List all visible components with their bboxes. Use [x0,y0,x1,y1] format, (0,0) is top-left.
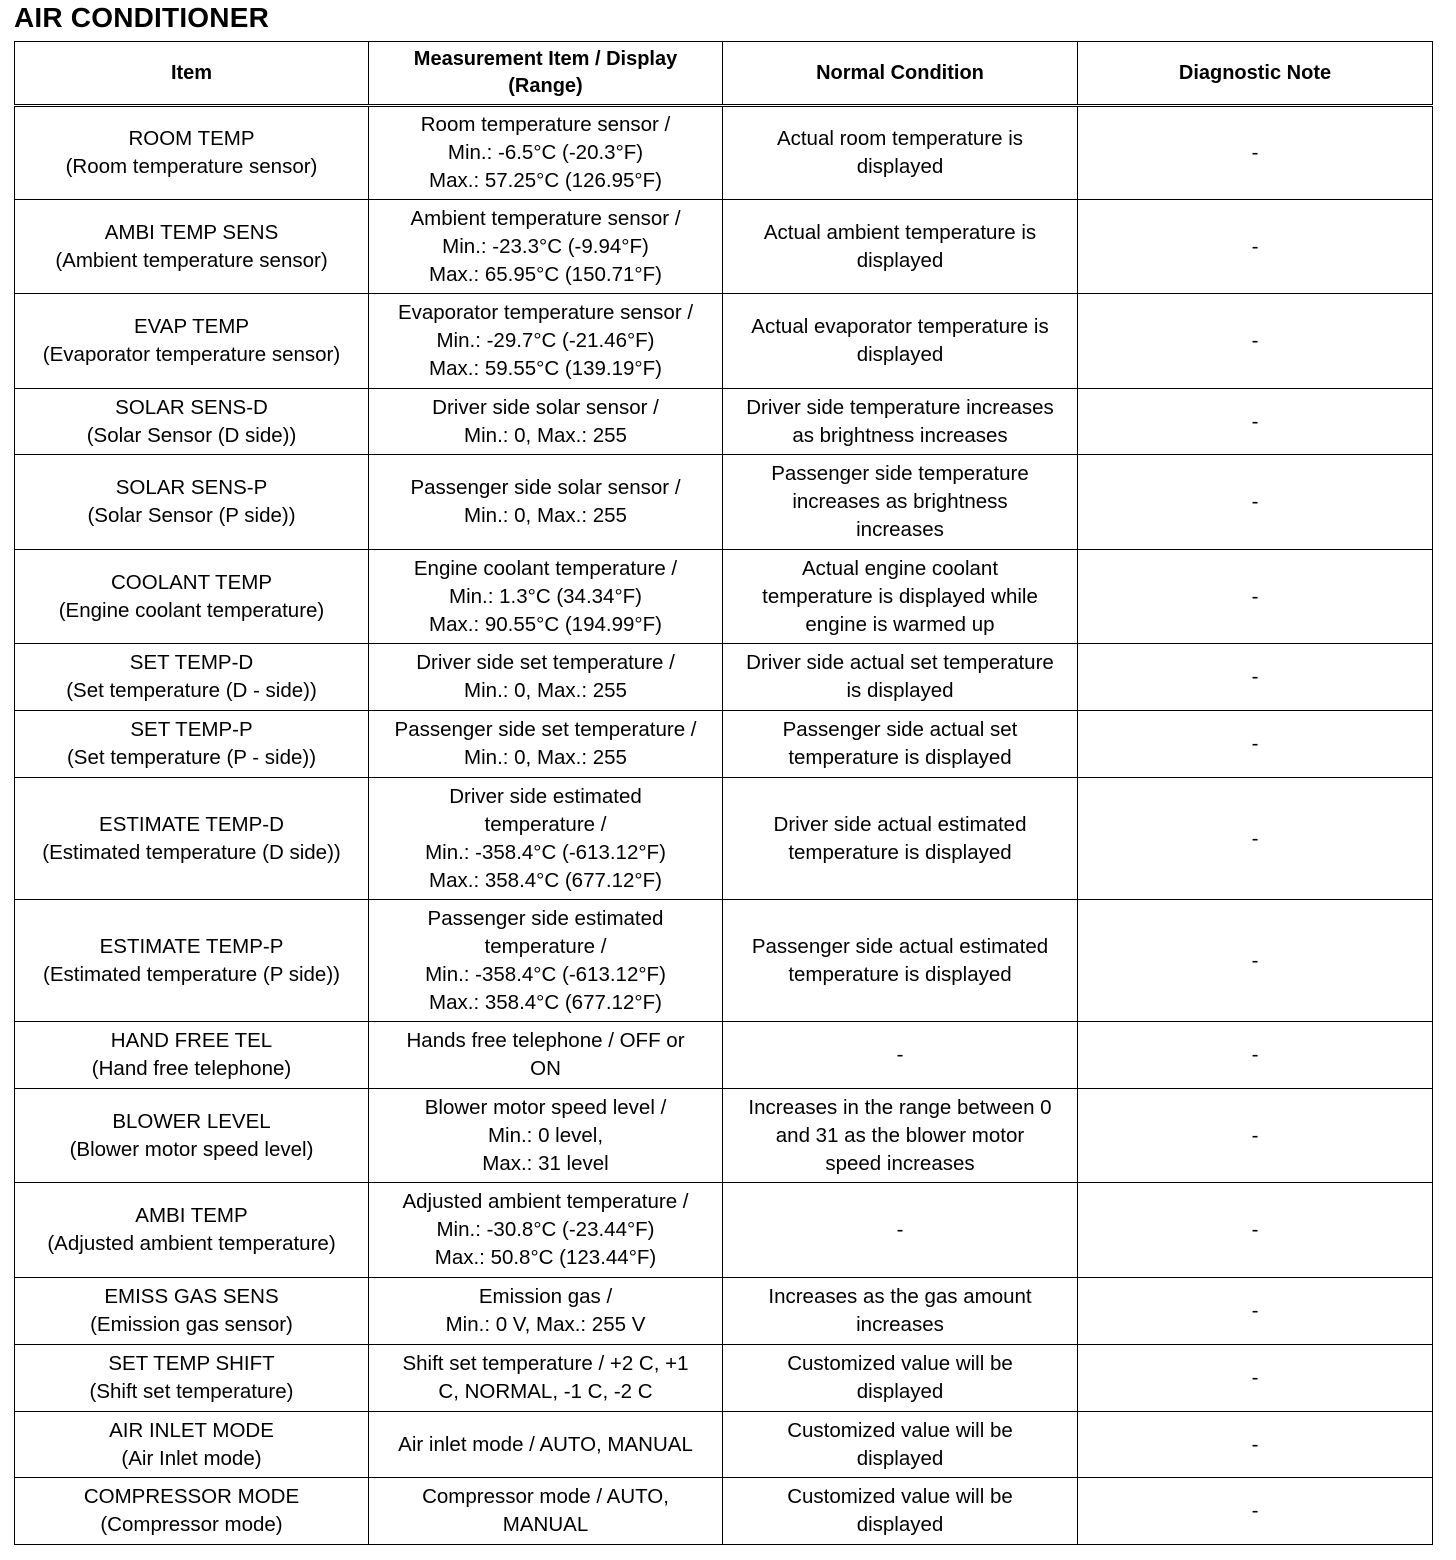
cell-line: Driver side solar sensor / [432,395,659,419]
cell-text: - [1251,1499,1259,1522]
cell-text: - [1251,409,1259,433]
cell-line: MANUAL [502,1513,589,1536]
cell-diagnostic-note [1078,294,1433,389]
cell-normal-condition [723,294,1078,389]
cell-measurement [369,711,723,778]
cell-line: Min.: -6.5°C (-20.3°F) [447,141,644,164]
cell-line: is displayed [846,679,954,702]
cell-diagnostic-note [1078,550,1433,644]
cell-normal-condition [723,1478,1078,1545]
cell-line: Air inlet mode / AUTO, MANUAL [398,1432,693,1456]
cell-measurement [369,900,723,1022]
cell-line: Passenger side temperature [771,462,1029,485]
cell-measurement [369,1412,723,1478]
table-row [15,294,1433,389]
cell-line: (Room temperature sensor) [65,155,318,178]
cell-measurement [369,1022,723,1089]
cell-line: Customized value will be [787,1485,1013,1508]
cell-item [15,389,369,455]
cell-line: temperature is displayed [788,962,1012,986]
cell-item [15,550,369,644]
cell-diagnostic-note [1078,1278,1433,1345]
cell-item [15,106,369,200]
cell-line: - [896,1043,904,1066]
cell-line: Driver side temperature increases [746,395,1054,419]
cell-text: - [1251,826,1259,850]
table-row [15,550,1433,644]
cell-line: Driver side actual set temperature [746,651,1054,674]
cell-diagnostic-note [1078,778,1433,900]
cell-line: (Compressor mode) [100,1513,283,1536]
cell-line: Passenger side actual estimated [751,934,1049,958]
cell-line: BLOWER LEVEL [112,1109,271,1133]
table-row [15,644,1433,711]
header-normal-condition: Normal Condition [723,42,1078,106]
cell-diagnostic-note [1078,1183,1433,1278]
cell-line: (Set temperature (D - side)) [66,679,317,702]
table-row [15,200,1433,294]
cell-item [15,294,369,389]
cell-line: displayed [856,1513,944,1536]
cell-line: Min.: 0, Max.: 255 [464,423,627,447]
cell-line: ON [530,1057,561,1080]
cell-normal-condition [723,711,1078,778]
cell-normal-condition [723,1412,1078,1478]
cell-line: temperature is displayed [788,840,1012,864]
cell-item [15,1412,369,1478]
table-row [15,455,1433,550]
cell-measurement [369,389,723,455]
cell-line: temperature is displayed [788,746,1012,769]
cell-line: Max.: 57.25°C (126.95°F) [429,169,662,192]
cell-diagnostic-note [1078,644,1433,711]
table-body [15,106,1433,1545]
page-title: AIR CONDITIONER [14,2,269,33]
cell-line: COOLANT TEMP [111,570,272,594]
cell-line: Min.: 0 V, Max.: 255 V [445,1313,646,1336]
cell-text: - [1251,234,1259,258]
cell-line: Min.: -358.4°C (-613.12°F) [425,840,666,864]
cell-item [15,1278,369,1345]
cell-line: (Ambient temperature sensor) [55,248,328,272]
cell-line: Passenger side estimated [427,906,664,930]
table-row [15,1478,1433,1545]
header-diagnostic-note: Diagnostic Note [1078,42,1433,106]
cell-line: Actual evaporator temperature is [751,315,1049,338]
cell-line: speed increases [825,1151,975,1175]
cell-normal-condition [723,1022,1078,1089]
table-row [15,1412,1433,1478]
cell-line: (Solar Sensor (P side)) [87,504,296,527]
cell-line: Driver side estimated [449,784,642,808]
cell-line: Increases in the range between 0 [748,1095,1052,1119]
cell-line: Adjusted ambient temperature / [402,1190,689,1213]
table-row [15,778,1433,900]
cell-line: Max.: 50.8°C (123.44°F) [434,1246,657,1269]
cell-measurement [369,200,723,294]
table-row [15,1022,1433,1089]
cell-line: Max.: 90.55°C (194.99°F) [429,612,662,636]
cell-measurement [369,1345,723,1412]
cell-normal-condition [723,1345,1078,1412]
cell-line: (Air Inlet mode) [121,1446,262,1470]
cell-text: - [1251,1432,1259,1456]
cell-line: Max.: 358.4°C (677.12°F) [429,990,662,1014]
cell-line: Min.: -23.3°C (-9.94°F) [442,234,649,258]
cell-item [15,711,369,778]
table-row [15,1278,1433,1345]
cell-measurement [369,1478,723,1545]
cell-line: temperature / [484,934,607,958]
cell-line: Room temperature sensor / [420,113,671,136]
cell-text: - [1251,1366,1259,1389]
air-conditioner-table [14,41,1433,1545]
cell-line: Emission gas / [478,1285,613,1308]
cell-line: Customized value will be [787,1352,1013,1375]
cell-line: Evaporator temperature sensor / [397,301,694,324]
cell-item [15,1022,369,1089]
cell-line: Ambient temperature sensor / [410,206,681,230]
cell-line: (Adjusted ambient temperature) [47,1232,336,1255]
cell-line: displayed [856,343,944,366]
cell-line: (Blower motor speed level) [69,1137,314,1161]
cell-line: increases [856,1313,944,1336]
cell-line: (Estimated temperature (D side)) [42,840,341,864]
cell-item [15,778,369,900]
cell-line: temperature is displayed while [762,584,1038,608]
cell-line: (Estimated temperature (P side)) [43,962,340,986]
cell-measurement [369,455,723,550]
cell-text: - [1251,665,1259,688]
cell-diagnostic-note [1078,200,1433,294]
cell-normal-condition [723,455,1078,550]
cell-normal-condition [723,900,1078,1022]
cell-measurement [369,1278,723,1345]
cell-line: - [896,1218,904,1241]
cell-line: Blower motor speed level / [424,1095,667,1119]
table-row [15,1183,1433,1278]
cell-text: - [1251,1299,1259,1322]
cell-line: HAND FREE TEL [110,1029,273,1052]
cell-diagnostic-note [1078,1345,1433,1412]
cell-line: EVAP TEMP [133,315,250,338]
cell-line: (Solar Sensor (D side)) [86,423,297,447]
cell-normal-condition [723,644,1078,711]
header-measurement-line: Measurement Item / Display [413,48,678,70]
cell-text: - [1251,1218,1259,1241]
cell-normal-condition [723,106,1078,200]
cell-line: displayed [856,155,944,178]
table-row [15,1345,1433,1412]
cell-item [15,900,369,1022]
cell-line: Driver side actual estimated [773,812,1027,836]
cell-measurement [369,778,723,900]
cell-line: displayed [856,1380,944,1403]
cell-line: displayed [856,1446,944,1470]
cell-normal-condition [723,200,1078,294]
table-row [15,900,1433,1022]
cell-text: - [1251,141,1259,164]
cell-diagnostic-note [1078,711,1433,778]
cell-line: (Evaporator temperature sensor) [42,343,341,366]
cell-line: (Engine coolant temperature) [58,598,325,622]
cell-diagnostic-note [1078,900,1433,1022]
cell-line: Max.: 31 level [482,1151,609,1175]
cell-line: SOLAR SENS-D [115,395,268,419]
cell-line: EMISS GAS SENS [104,1285,279,1308]
cell-text: - [1251,1043,1259,1066]
cell-normal-condition [723,778,1078,900]
cell-line: AMBI TEMP [135,1204,248,1227]
cell-line: SOLAR SENS-P [115,476,268,499]
cell-line: Min.: -29.7°C (-21.46°F) [436,329,655,352]
cell-line: C, NORMAL, -1 C, -2 C [438,1380,653,1403]
cell-diagnostic-note [1078,1412,1433,1478]
cell-line: Min.: -30.8°C (-23.44°F) [436,1218,655,1241]
cell-diagnostic-note [1078,389,1433,455]
cell-diagnostic-note [1078,455,1433,550]
cell-text: - [1251,948,1259,972]
cell-line: Actual engine coolant [801,556,999,580]
table-row [15,1089,1433,1183]
cell-line: SET TEMP-D [129,651,254,674]
table-row [15,106,1433,200]
cell-diagnostic-note [1078,106,1433,200]
table-row [15,389,1433,455]
cell-normal-condition [723,1183,1078,1278]
cell-line: SET TEMP-P [130,718,253,741]
table-row [15,711,1433,778]
cell-line: temperature / [484,812,607,836]
cell-line: Passenger side set temperature / [394,718,697,741]
cell-line: Min.: 0, Max.: 255 [464,679,627,702]
header-item: Item [15,42,369,106]
cell-diagnostic-note [1078,1089,1433,1183]
cell-line: (Shift set temperature) [89,1380,294,1403]
cell-line: (Hand free telephone) [91,1057,292,1080]
cell-line: engine is warmed up [805,612,995,636]
cell-line: Max.: 59.55°C (139.19°F) [429,357,662,380]
cell-line: increases as brightness [792,490,1008,513]
header-measurement-line: (Range) [508,75,583,97]
cell-measurement [369,550,723,644]
header-measurement [369,42,723,106]
cell-line: AIR INLET MODE [109,1418,274,1442]
cell-line: Actual ambient temperature is [763,220,1037,244]
cell-line: Min.: 1.3°C (34.34°F) [449,584,642,608]
cell-line: Min.: 0, Max.: 255 [464,504,627,527]
cell-line: Passenger side solar sensor / [410,476,681,499]
cell-line: AMBI TEMP SENS [104,220,279,244]
header-row [15,42,1433,106]
cell-text: - [1251,490,1259,513]
cell-line: Driver side set temperature / [416,651,675,674]
cell-line: Compressor mode / AUTO, [422,1485,669,1508]
cell-line: Engine coolant temperature / [413,556,678,580]
cell-diagnostic-note [1078,1478,1433,1545]
cell-line: Actual room temperature is [776,127,1024,150]
cell-line: Max.: 65.95°C (150.71°F) [429,262,662,286]
cell-line: displayed [856,248,944,272]
cell-line: Passenger side actual set [782,718,1018,741]
cell-line: (Set temperature (P - side)) [66,746,317,769]
cell-measurement [369,294,723,389]
cell-item [15,1478,369,1545]
cell-item [15,1345,369,1412]
cell-line: Min.: 0 level, [487,1123,604,1147]
cell-text: - [1251,329,1259,352]
cell-line: Hands free telephone / OFF or [406,1029,685,1052]
cell-item [15,200,369,294]
cell-normal-condition [723,389,1078,455]
cell-diagnostic-note [1078,1022,1433,1089]
cell-text: - [1251,732,1259,755]
cell-measurement [369,1089,723,1183]
cell-text: - [1251,1123,1259,1147]
cell-line: increases [856,518,944,541]
cell-line: SET TEMP SHIFT [108,1352,275,1375]
cell-item [15,455,369,550]
cell-line: (Emission gas sensor) [90,1313,293,1336]
cell-line: Min.: -358.4°C (-613.12°F) [425,962,666,986]
cell-normal-condition [723,1089,1078,1183]
cell-line: Shift set temperature / +2 C, +1 [402,1352,689,1375]
cell-measurement [369,1183,723,1278]
cell-line: Min.: 0, Max.: 255 [464,746,627,769]
cell-line: ESTIMATE TEMP-D [99,812,284,836]
cell-line: Increases as the gas amount [768,1285,1032,1308]
cell-line: COMPRESSOR MODE [83,1485,300,1508]
cell-measurement [369,644,723,711]
cell-normal-condition [723,1278,1078,1345]
cell-measurement [369,106,723,200]
cell-line: Customized value will be [787,1418,1013,1442]
cell-item [15,1089,369,1183]
cell-line: ROOM TEMP [128,127,255,150]
cell-normal-condition [723,550,1078,644]
cell-line: and 31 as the blower motor [775,1123,1025,1147]
cell-line: as brightness increases [792,423,1008,447]
cell-text: - [1251,584,1259,608]
cell-line: ESTIMATE TEMP-P [99,934,284,958]
cell-line: Max.: 358.4°C (677.12°F) [429,868,662,892]
cell-item [15,644,369,711]
cell-item [15,1183,369,1278]
